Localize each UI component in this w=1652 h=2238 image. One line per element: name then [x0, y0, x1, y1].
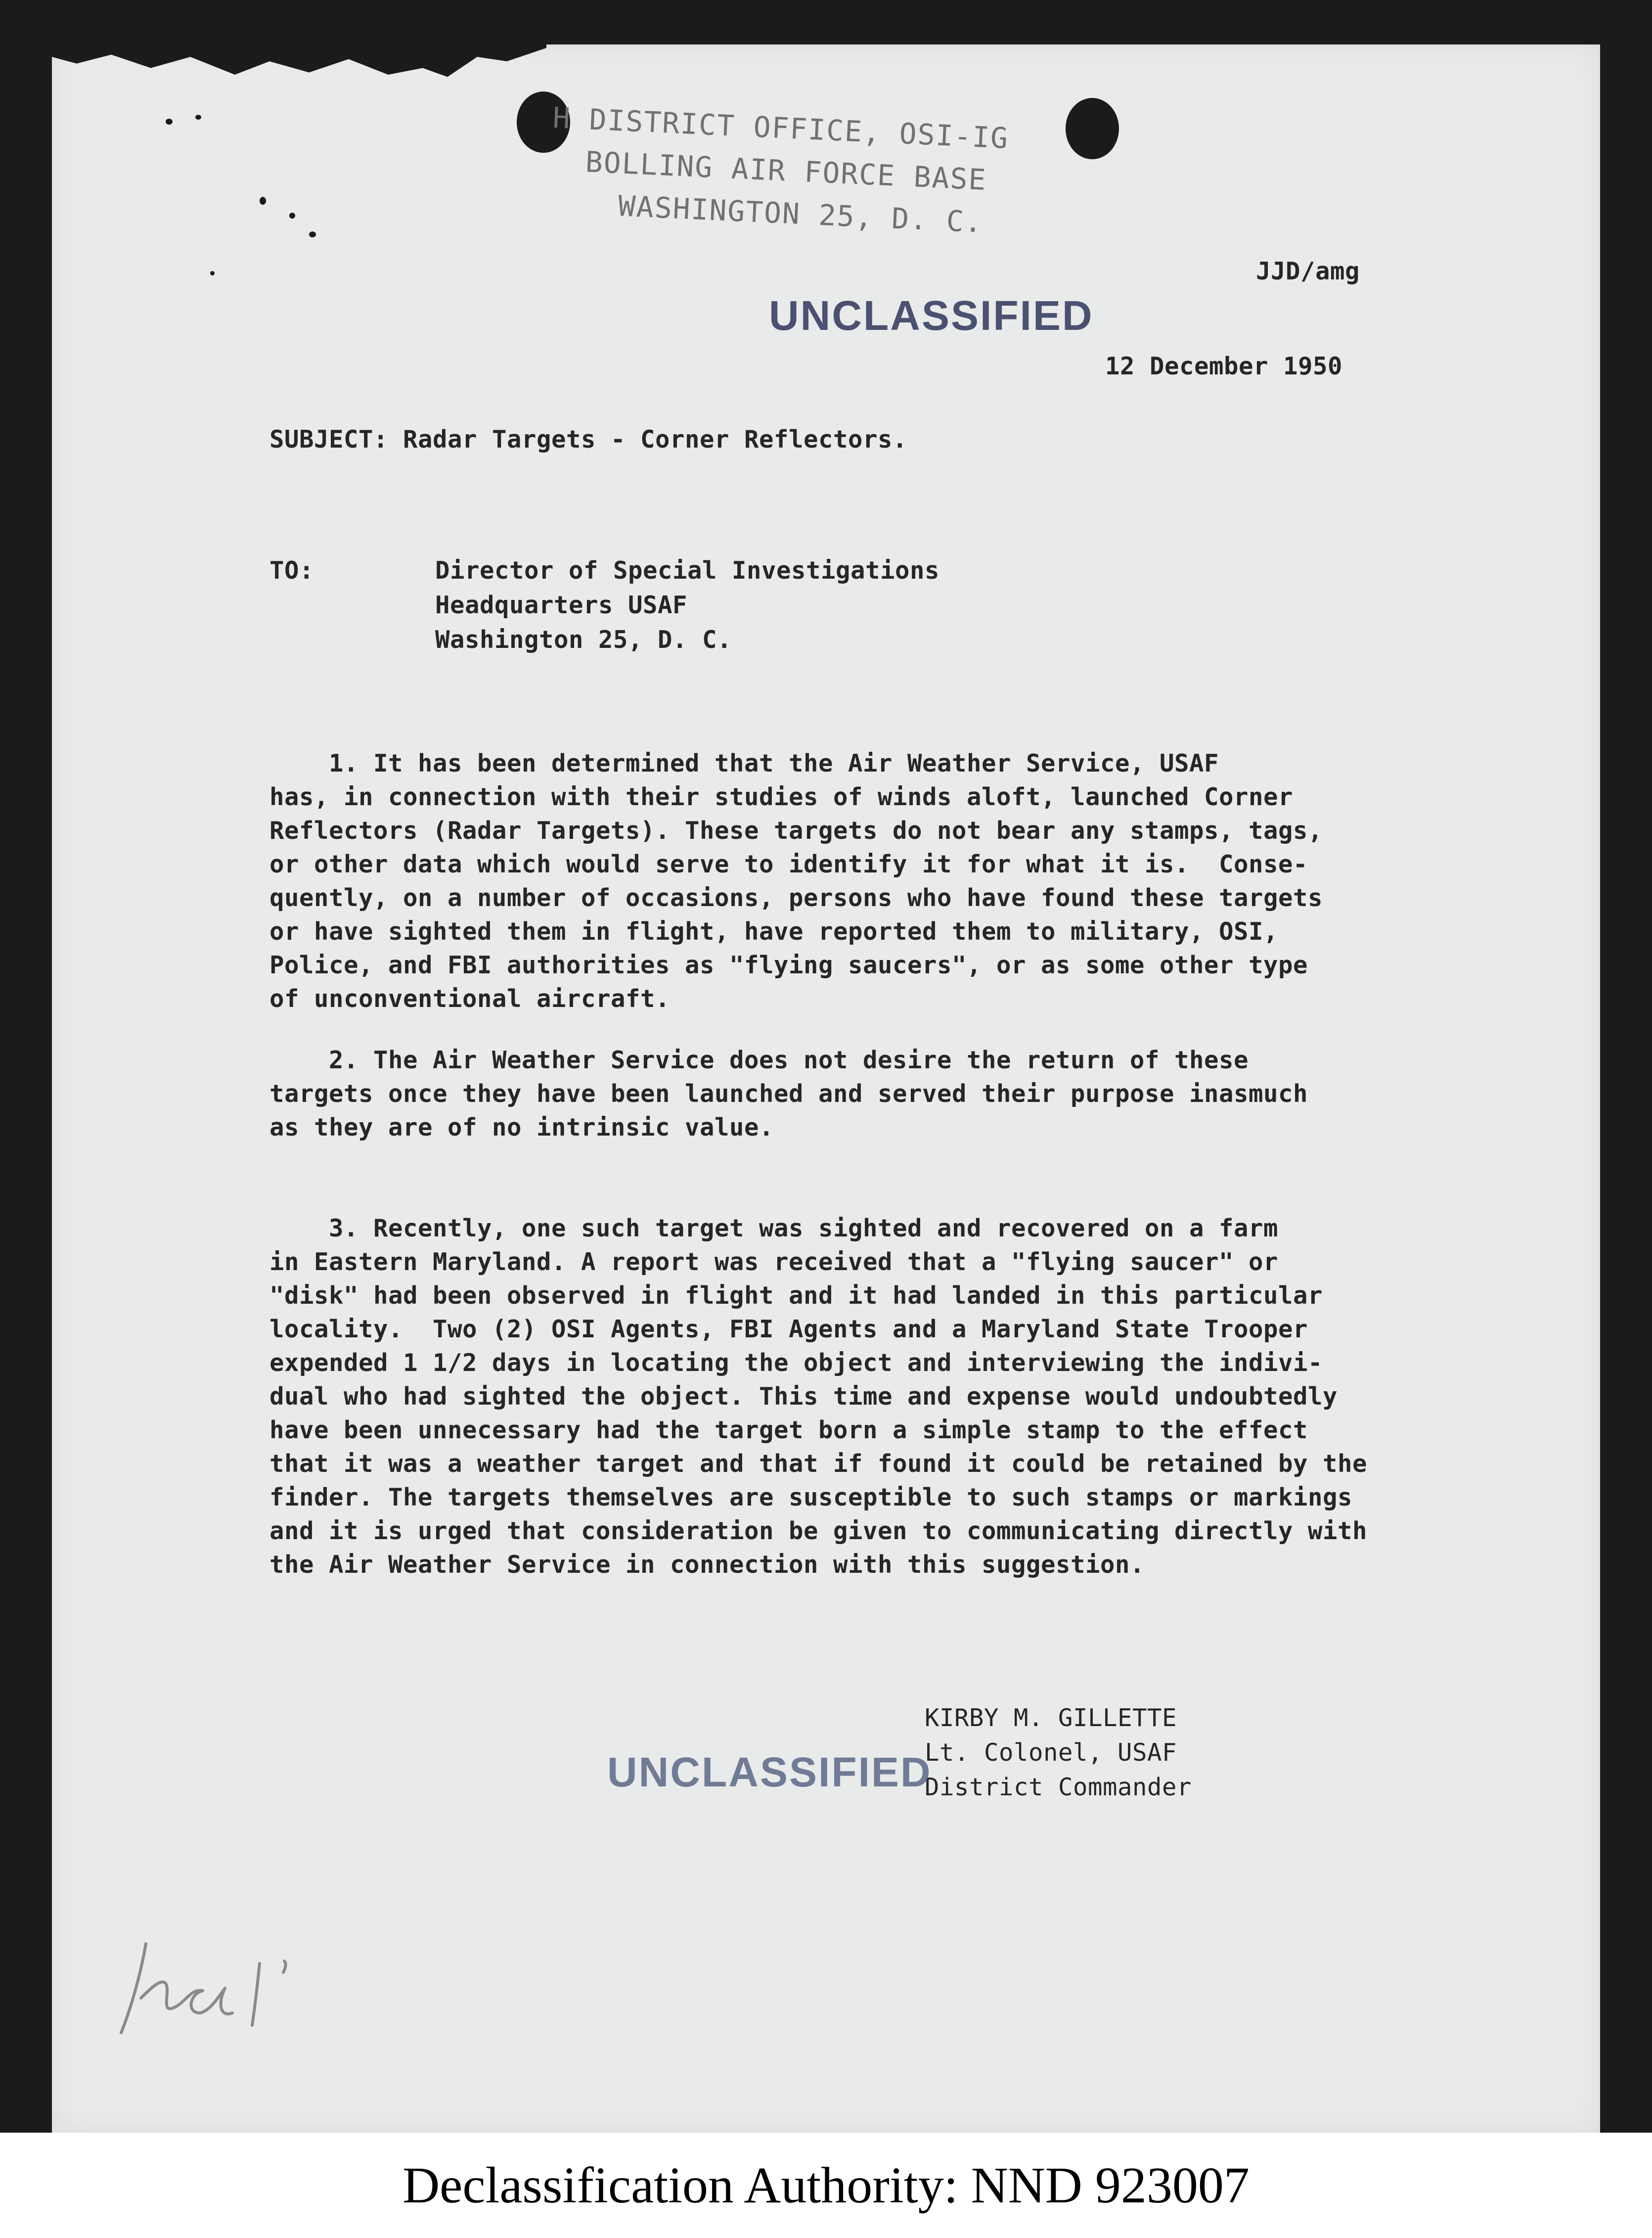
signature-title: District Commander	[925, 1773, 1192, 1801]
text-line: that it was a weather target and that if found it could be retained by the	[269, 1450, 1368, 1478]
letterhead-line-3: WASHINGTON 25, D. C.	[617, 189, 984, 239]
classification-stamp-bottom: UNCLASSIFIED	[607, 1749, 932, 1795]
handwritten-inclosure-note	[111, 1934, 339, 2043]
signature-name: KIRBY M. GILLETTE	[925, 1704, 1177, 1732]
text-line: 2. The Air Weather Service does not desire the return of these	[269, 1046, 1249, 1074]
text-line: quently, on a number of occasions, persons who have found these targets	[269, 884, 1323, 912]
letterhead-line-2: BOLLING AIR FORCE BASE	[584, 145, 988, 197]
text-line: expended 1 1/2 days in locating the object and interviewing the indivi-	[269, 1349, 1323, 1377]
text-line: locality. Two (2) OSI Agents, FBI Agents and a Maryland State Trooper	[269, 1315, 1308, 1343]
declassification-footer: Declassification Authority: NND 923007	[402, 2157, 1250, 2214]
text-line: have been unnecessary had the target born a simple stamp to the effect	[269, 1416, 1308, 1444]
classification-stamp-top: UNCLASSIFIED	[769, 292, 1094, 339]
text-line: targets once they have been launched and served their purpose inasmuch	[269, 1080, 1308, 1108]
reference-initials: JJD/amg	[1256, 257, 1360, 285]
text-line: the Air Weather Service in connection with this suggestion.	[269, 1551, 1145, 1579]
document-date: 12 December 1950	[1105, 352, 1343, 380]
to-label: TO:	[269, 556, 314, 585]
text-line: 1. It has been determined that the Air Weather Service, USAF	[269, 749, 1219, 777]
to-address-line: Director of Special Investigations	[435, 556, 940, 585]
text-line: has, in connection with their studies of winds aloft, launched Corner	[269, 783, 1294, 811]
paragraph-1	[269, 749, 1506, 1018]
signature-rank: Lt. Colonel, USAF	[925, 1738, 1177, 1767]
subject-line: SUBJECT: Radar Targets - Corner Reflectors.	[269, 425, 908, 454]
text-line: in Eastern Maryland. A report was received that a "flying saucer" or	[269, 1248, 1279, 1276]
letterhead-line-1: H DISTRICT OFFICE, OSI-IG	[552, 100, 1010, 155]
text-line: and it is urged that consideration be given to communicating directly with	[269, 1517, 1368, 1545]
letterhead-stamp	[548, 96, 1097, 249]
text-line: dual who had sighted the object. This time and expense would undoubtedly	[269, 1382, 1338, 1411]
paragraph-2	[269, 1046, 1506, 1147]
paragraph-3	[269, 1214, 1506, 1584]
text-line: Reflectors (Radar Targets). These targets do not bear any stamps, tags,	[269, 817, 1323, 845]
text-line: or other data which would serve to identify it for what it is. Conse-	[269, 850, 1308, 878]
text-line: Police, and FBI authorities as "flying saucers", or as some other type	[269, 951, 1308, 979]
text-line: "disk" had been observed in flight and it had landed in this particular	[269, 1281, 1323, 1310]
text-line: finder. The targets themselves are susceptible to such stamps or markings	[269, 1483, 1353, 1511]
text-line: or have sighted them in flight, have reported them to military, OSI,	[269, 917, 1279, 946]
text-line: of unconventional aircraft.	[269, 985, 670, 1013]
to-address-line: Washington 25, D. C.	[435, 626, 732, 654]
to-address-line: Headquarters USAF	[435, 591, 688, 619]
text-line: as they are of no intrinsic value.	[269, 1113, 774, 1142]
text-line: 3. Recently, one such target was sighted and recovered on a farm	[269, 1214, 1279, 1242]
